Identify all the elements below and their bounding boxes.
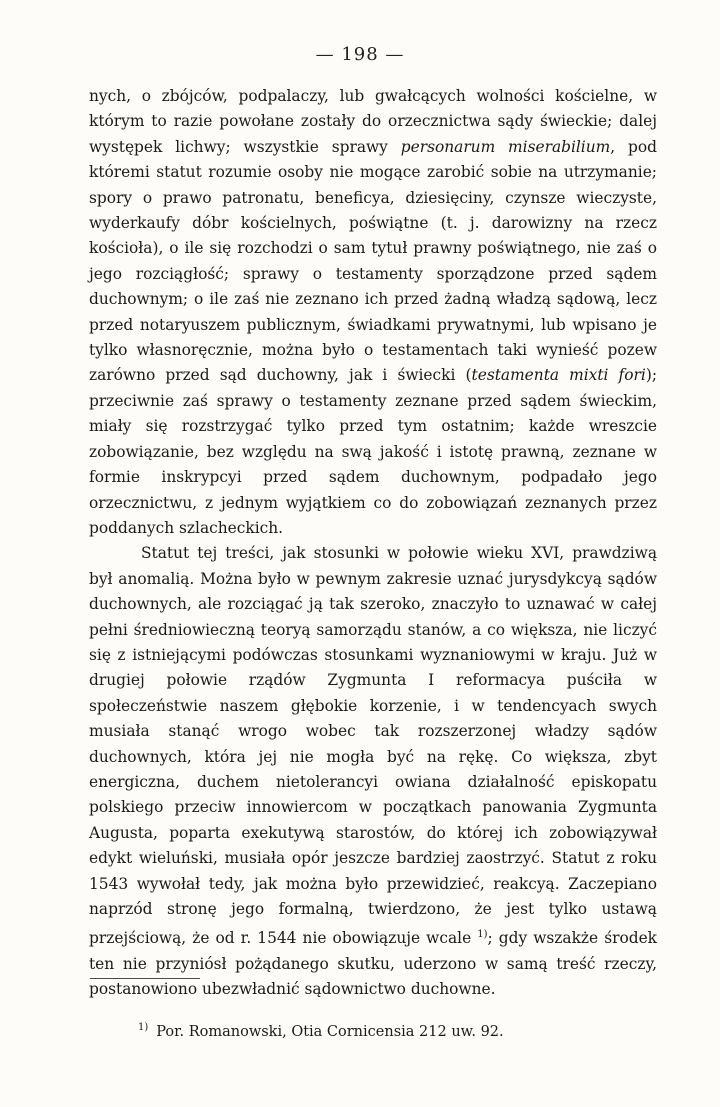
paragraph-text: , pod któremi statut rozumie osoby nie mogące zarobić sobie na utrzymanie; spory o prawo patronatu, beneficya, dziesięciny, czynsze wieczyste, wyderkaufy dóbr kościelnych, poświątne (t. j. darowizny na rzecz kościoła), o ile się rozchodzi o sam tytuł prawny poświątnego, nie zaś o jego rozciągłość; sprawy o testamenty sporządzone przed sądem duchownym; o ile zaś nie zeznano ich przed żadną władzą sądową, lecz przed notaryuszem publicznym, świadkami prywatnymi, lub wpisano je tylko własnoręcznie, można było o testamentach taki wynieść pozew zarówno przed sąd duchowny, jak i świecki ( bbox=[89, 137, 657, 385]
footnote-mark: 1) bbox=[138, 1022, 149, 1033]
body-text bbox=[89, 84, 657, 1003]
paragraph-continued bbox=[89, 84, 657, 541]
latin-phrase: personarum miserabilium bbox=[400, 137, 611, 156]
footnote-text: Por. Romanowski, Otia Cornicensia 212 uw. 92. bbox=[156, 1023, 504, 1040]
footnote-reference: 1) bbox=[477, 929, 488, 941]
footnote-divider bbox=[90, 978, 200, 979]
paragraph-text: nych, o zbójców, podpalaczy, lub gwałcących wolności kościelne, w którym to razie powołane zostały do orzecznictwa sądy świeckie; dalej występek lichwy; wszystkie sprawy bbox=[89, 87, 657, 156]
latin-phrase: testamenta mixti fori bbox=[471, 366, 646, 385]
paragraph-text: Statut tej treści, jak stosunki w połowie wieku XVI, prawdziwą był anomalią. Można było w pewnym zakresie uznać jurysdykcyą sądów duchownych, ale rozciągać ją tak szeroko, znaczyło to uznawać w całej pełni średniowieczną teoryą samorządu stanów, a co większa, nie liczyć się z istniejącymi podówczas stosunkami wyznaniowymi w kraju. Już w drugiej połowie rządów Zygmunta I reformacya puściła w społeczeństwie naszem głębokie korzenie, i w tendencyach swych musiała stanąć wrogo wobec tak rozszerzonej władzy sądów duchownych, która jej nie mogła być na rękę. Co większa, zbyt energiczna, duchem nietolerancyi owiana działalność episkopatu polskiego przeciw innowiercom w początkach panowania Zygmunta Augusta, poparta exekutywą starostów, do której ich zobowiązywał edykt wieluński, musiała opór jeszcze bardziej zaostrzyć. Statut z roku 1543 wywołał tedy, jak można było przewidzieć, reakcyą. Zaczepiano naprzód stronę jego formalną, twierdzono, że jest tylko ustawą przejściową, że od r. 1544 nie obowiązuje wcale bbox=[89, 544, 657, 948]
page-number: — 198 — bbox=[315, 44, 405, 65]
paragraph-text: ; gdy wszakże środek ten nie przyniósł pożądanego skutku, uderzono w samą treść rzeczy, postanowiono ubezwładnić sądownictwo duchowne. bbox=[89, 929, 658, 999]
footnote bbox=[138, 1018, 504, 1042]
paragraph bbox=[89, 541, 657, 1002]
paragraph-text: ); przeciwnie zaś sprawy o testamenty zeznane przed sądem świeckim, miały się rozstrzygać tylko przed tym ostatnim; każde wreszcie zobowiązanie, bez względu na swą jakość i istotę prawną, zeznane w formie inskrypcyi przed sądem duchownym, podpadało jego orzecznictwu, z jednym wyjątkiem co do zobowiązań zeznanych przez poddanych szlacheckich. bbox=[89, 366, 658, 537]
